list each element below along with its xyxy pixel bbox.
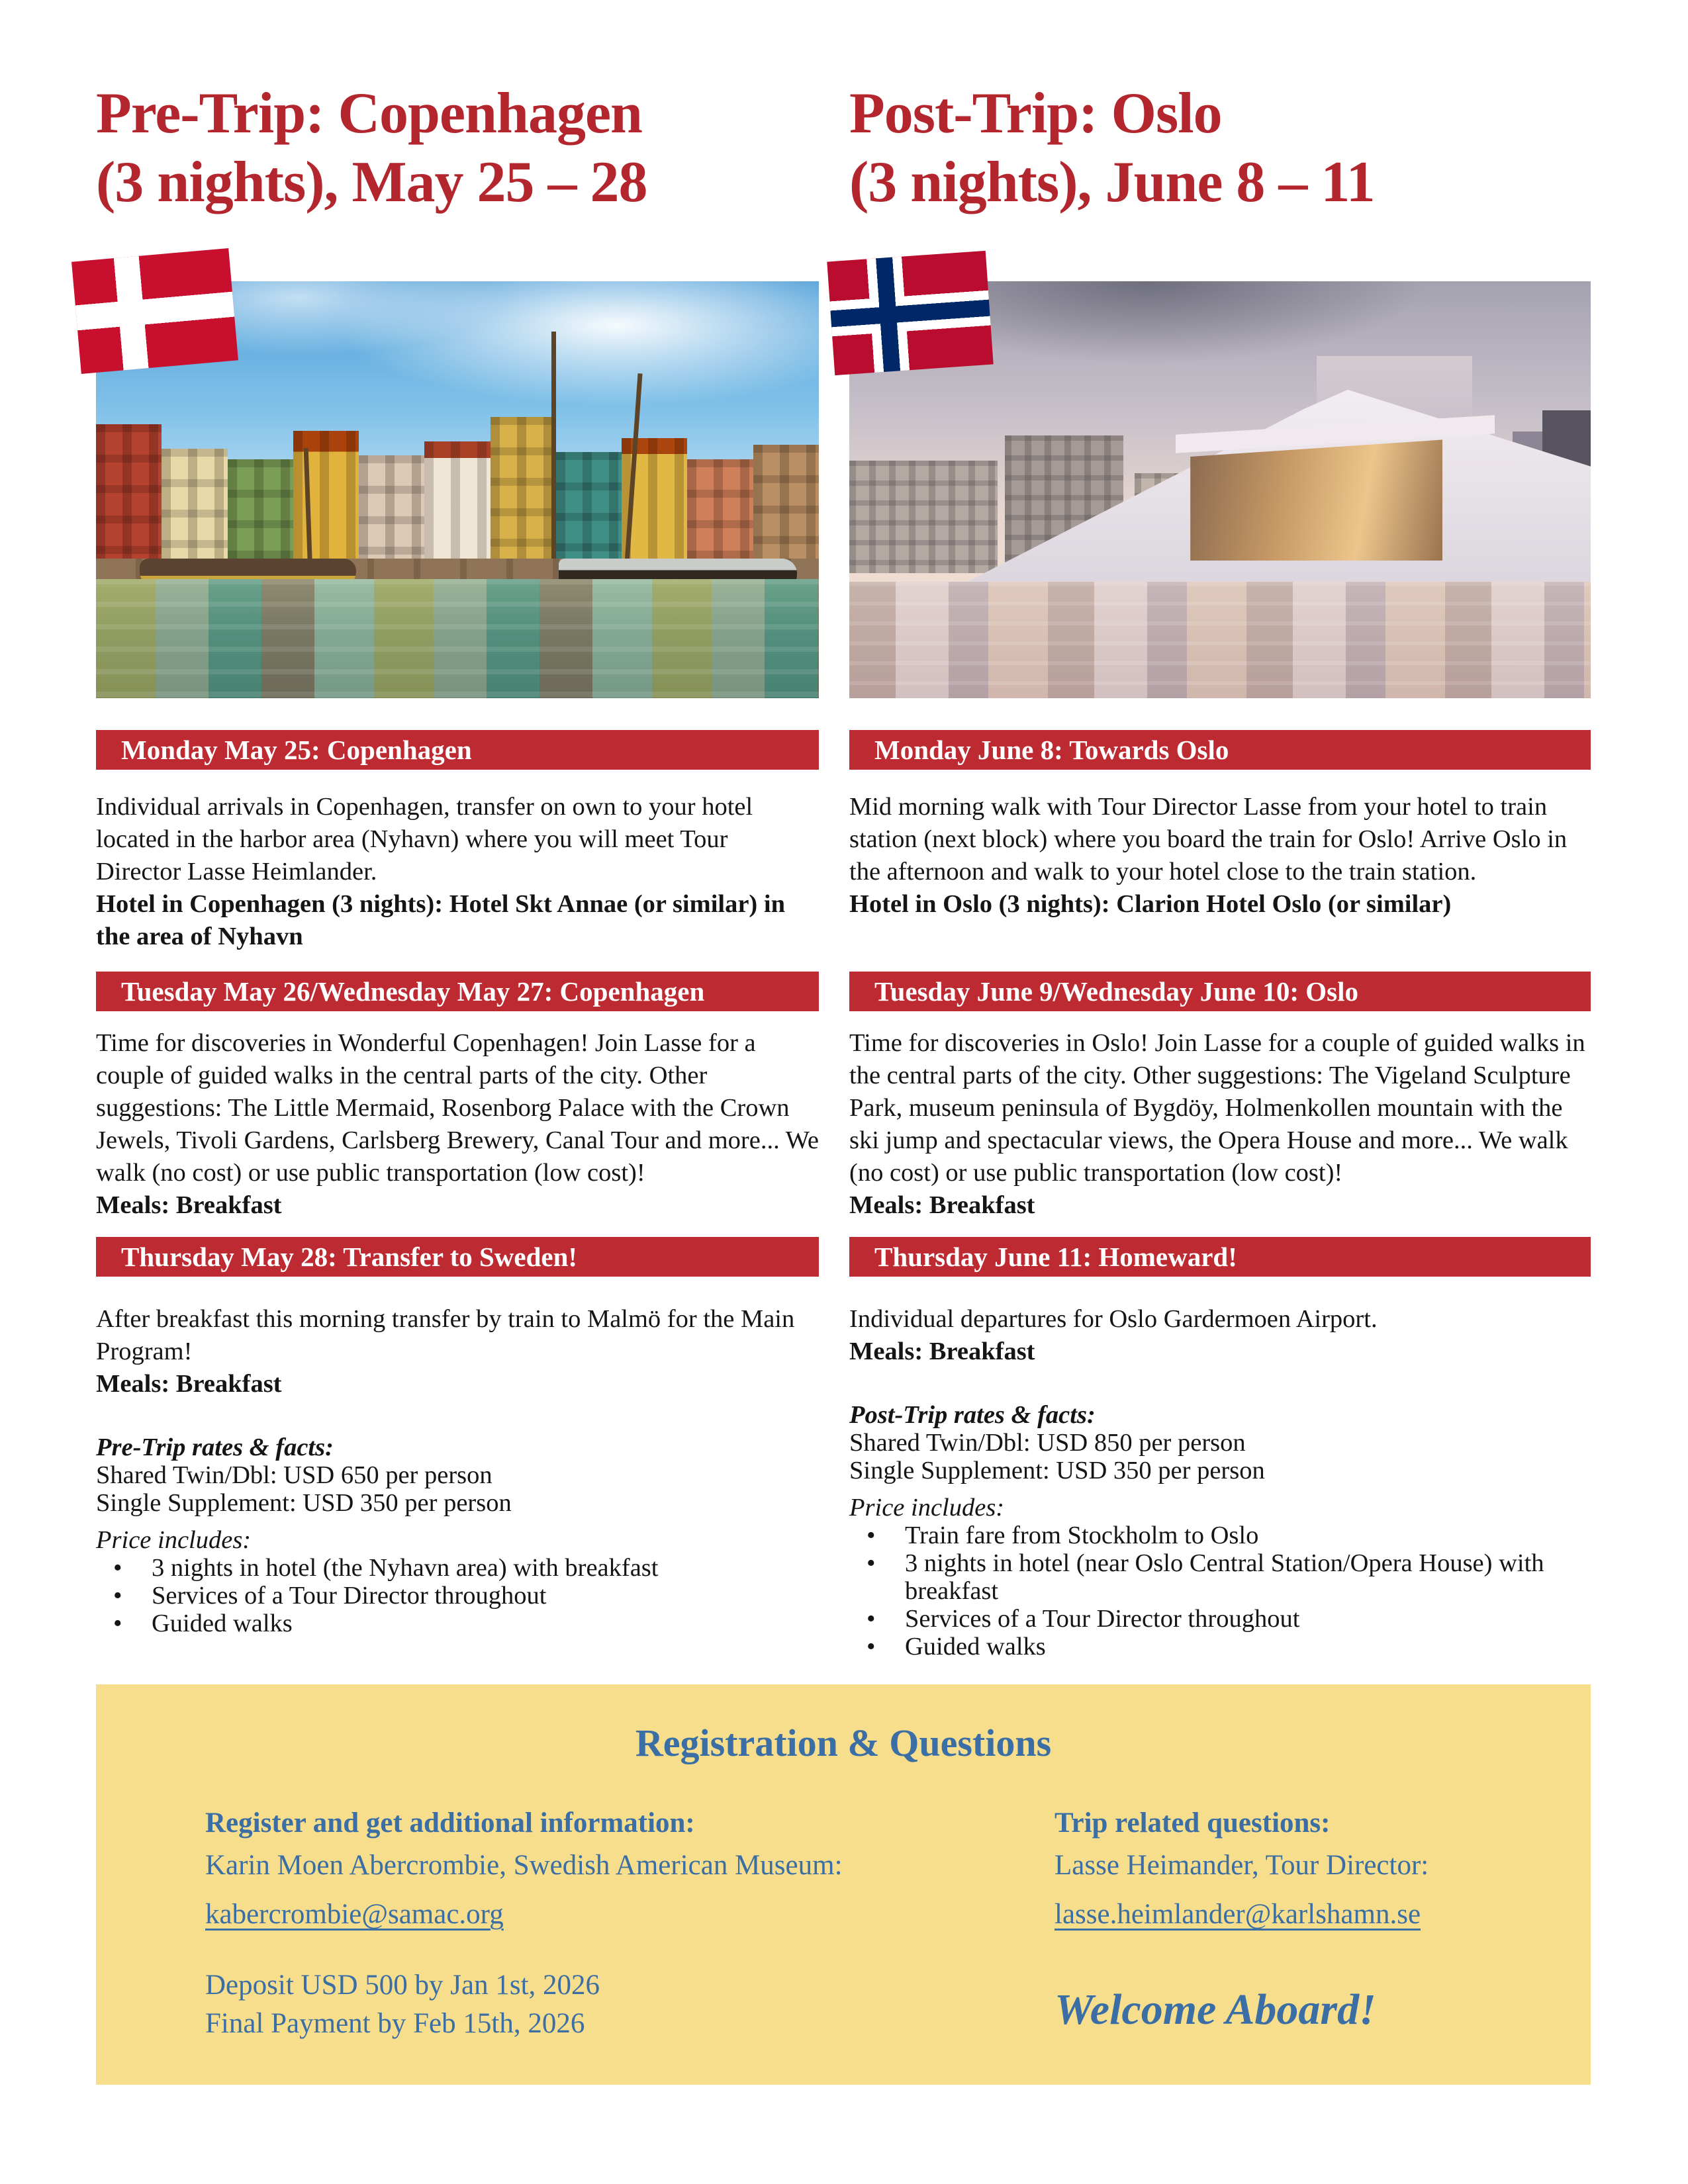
- spacer: [849, 698, 1591, 730]
- register-contact-name: Karin Moen Abercrombie, Swedish American Museum:: [205, 1850, 843, 1881]
- section-header-label: Monday June 8: Towards Oslo: [874, 735, 1229, 765]
- norway-flag-icon: [827, 251, 993, 375]
- boat-mast: [551, 332, 556, 573]
- rate-single-supplement: Single Supplement: USD 350 per person: [849, 1457, 1265, 1484]
- section-header-thursday-may-28: [96, 1237, 819, 1277]
- section-header-label: Tuesday June 9/Wednesday June 10: Oslo: [874, 976, 1358, 1007]
- deposit-line: Deposit USD 500 by Jan 1st, 2026: [205, 1970, 600, 2001]
- payment-info: [205, 1966, 1055, 2043]
- hotel-info: Hotel in Copenhagen (3 nights): Hotel Skt Annae (or similar) in the area of Nyhavn: [96, 890, 785, 950]
- section-header-tuesday-wednesday-may: [96, 972, 819, 1011]
- final-payment-line: Final Payment by Feb 15th, 2026: [205, 2008, 585, 2039]
- section-body-tuesday-wednesday-may: [96, 1011, 819, 1237]
- list-item: • 3 nights in hotel (the Nyhavn area) with breakfast: [96, 1554, 819, 1582]
- day-description: Individual arrivals in Copenhagen, transfer on own to your hotel located in the harbor area (Nyhavn) where you will meet Tour Director Lasse Heimlander.: [96, 793, 753, 886]
- day-description: Mid morning walk with Tour Director Lasse from your hotel to train station (next block) where you board the train for Oslo! Arrive Oslo in the afternoon and walk to your hotel close to the train station.: [849, 793, 1568, 886]
- post-trip-title-line2: (3 nights), June 8 – 11: [849, 150, 1375, 214]
- pre-trip-rates: [96, 1433, 819, 1637]
- post-trip-title-line1: Post-Trip: Oslo: [849, 81, 1222, 146]
- meals-info: Meals: Breakfast: [849, 1338, 1035, 1365]
- opera-house-glass-facade: [1190, 439, 1442, 561]
- section-header-label: Thursday May 28: Transfer to Sweden!: [121, 1242, 578, 1272]
- section-body-thursday-may-28: [96, 1277, 819, 1684]
- section-header-monday-june-8: [849, 730, 1591, 770]
- questions-heading: Trip related questions:: [1055, 1807, 1331, 1839]
- registration-box: [96, 1684, 1591, 2085]
- section-body-monday-june-8: [849, 770, 1591, 972]
- meals-info: Meals: Breakfast: [96, 1370, 282, 1398]
- rate-shared-twin: Shared Twin/Dbl: USD 650 per person: [96, 1461, 492, 1489]
- day-description: Individual departures for Oslo Gardermoen Airport.: [849, 1305, 1378, 1333]
- spacer: [96, 698, 819, 730]
- section-body-thursday-june-11: [849, 1277, 1591, 1684]
- section-body-tuesday-wednesday-june: [849, 1011, 1591, 1237]
- hotel-info: Hotel in Oslo (3 nights): Clarion Hotel Oslo (or similar): [849, 890, 1452, 918]
- rates-heading: Post-Trip rates & facts:: [849, 1401, 1096, 1429]
- copenhagen-buildings: [96, 386, 819, 561]
- oslo-photo-area: [849, 281, 1591, 698]
- rate-shared-twin: Shared Twin/Dbl: USD 850 per person: [849, 1429, 1246, 1457]
- list-item: • Services of a Tour Director throughout: [849, 1605, 1591, 1633]
- denmark-flag-icon: [71, 248, 238, 374]
- section-header-label: Tuesday May 26/Wednesday May 27: Copenhagen: [121, 976, 705, 1007]
- day-description: Time for discoveries in Oslo! Join Lasse for a couple of guided walks in the central parts of the city. Other suggestions: The Vigeland Sculpture Park, museum peninsula of Bygdöy, Holmenkollen mountain with the ski jump and spectacular views, the Opera House and more... We walk (no cost) or use public transportation (low cost)!: [849, 1029, 1585, 1187]
- price-includes-heading: Price includes:: [849, 1494, 1005, 1522]
- section-header-tuesday-wednesday-june: [849, 972, 1591, 1011]
- post-trip-rates: [849, 1401, 1591, 1661]
- rate-single-supplement: Single Supplement: USD 350 per person: [96, 1489, 512, 1517]
- meals-info: Meals: Breakfast: [96, 1191, 282, 1219]
- rates-heading: Pre-Trip rates & facts:: [96, 1433, 334, 1461]
- questions-email-link[interactable]: lasse.heimlander@karlshamn.se: [1055, 1899, 1421, 1930]
- list-item: • Services of a Tour Director throughout: [96, 1582, 819, 1610]
- section-body-monday-may-25: [96, 770, 819, 972]
- copenhagen-photo-area: [96, 281, 819, 698]
- registration-contact-left: [205, 1806, 1055, 1932]
- section-header-thursday-june-11: [849, 1237, 1591, 1277]
- list-item: • Train fare from Stockholm to Oslo: [849, 1522, 1591, 1549]
- registration-contact-right: [1055, 1806, 1591, 1932]
- two-column-layout: [96, 79, 1591, 1684]
- day-description: Time for discoveries in Wonderful Copenhagen! Join Lasse for a couple of guided walks in the central parts of the city. Other suggestions: The Little Mermaid, Rosenborg Palace with the Crown Jewels, Tivoli Gardens, Carlsberg Brewery, Canal Tour and more... We walk (no cost) or use public transportation (low cost)!: [96, 1029, 819, 1187]
- list-item: • Guided walks: [849, 1633, 1591, 1661]
- section-header-monday-may-25: [96, 730, 819, 770]
- pre-trip-title-line1: Pre-Trip: Copenhagen: [96, 81, 642, 146]
- list-item: • Guided walks: [96, 1610, 819, 1637]
- oslo-building: [849, 461, 998, 573]
- section-header-label: Thursday June 11: Homeward!: [874, 1242, 1237, 1272]
- registration-bottom-row: [96, 1966, 1591, 2043]
- post-trip-title: [849, 79, 1591, 281]
- questions-contact-name: Lasse Heimander, Tour Director:: [1055, 1850, 1429, 1881]
- price-includes-heading: Price includes:: [96, 1526, 252, 1554]
- list-item: • 3 nights in hotel (near Oslo Central Station/Opera House) with breakfast: [849, 1549, 1591, 1605]
- pre-trip-title-line2: (3 nights), May 25 – 28: [96, 150, 647, 214]
- meals-info: Meals: Breakfast: [849, 1191, 1035, 1219]
- copenhagen-water: [96, 579, 819, 698]
- registration-contacts: [96, 1806, 1591, 1932]
- price-includes-list: [849, 1522, 1591, 1661]
- welcome-aboard-text: Welcome Aboard!: [1055, 1985, 1376, 2034]
- price-includes-list: [96, 1554, 819, 1637]
- day-description: After breakfast this morning transfer by train to Malmö for the Main Program!: [96, 1305, 795, 1365]
- section-header-label: Monday May 25: Copenhagen: [121, 735, 472, 765]
- register-email-link[interactable]: kabercrombie@samac.org: [205, 1899, 504, 1930]
- register-heading: Register and get additional information:: [205, 1807, 695, 1839]
- oslo-water: [849, 582, 1591, 698]
- registration-title: Registration & Questions: [635, 1721, 1052, 1764]
